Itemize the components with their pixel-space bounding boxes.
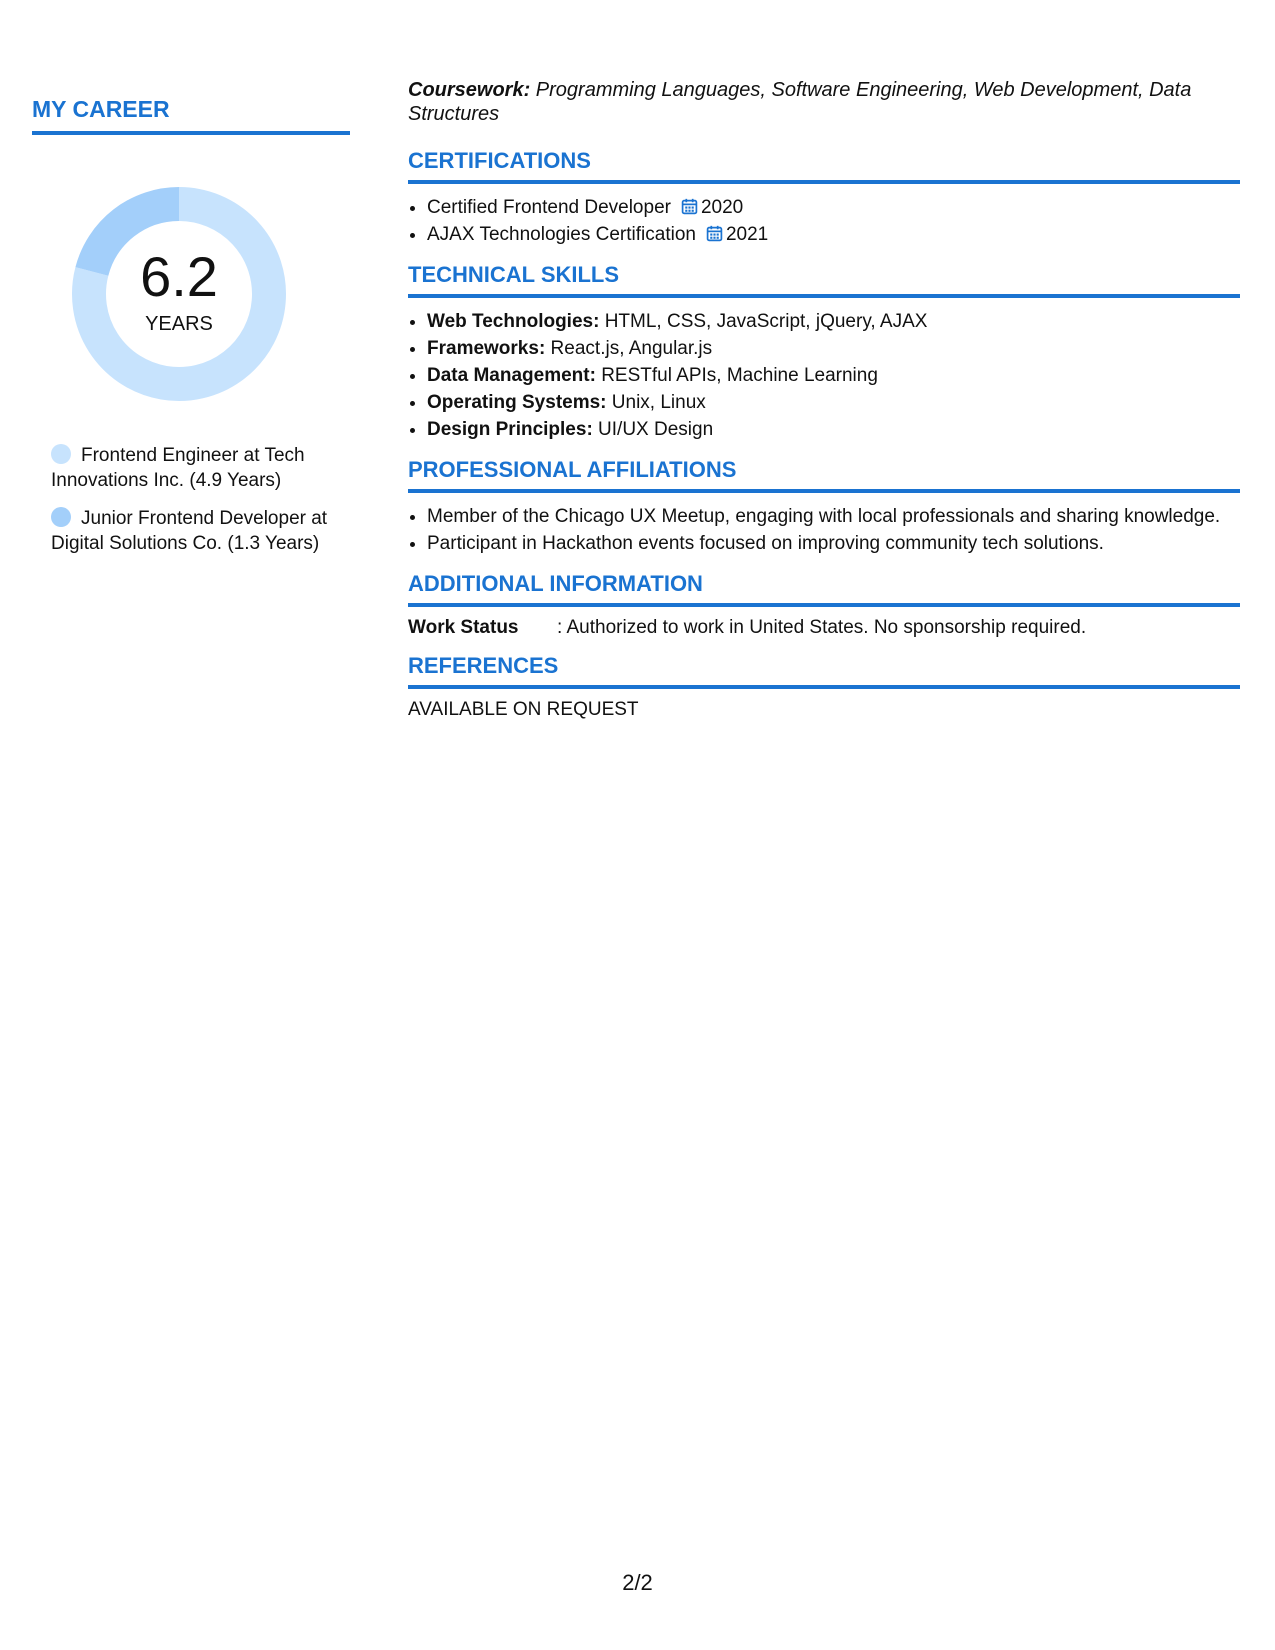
skill-label: Web Technologies:: [427, 311, 600, 332]
skill-value: RESTful APIs, Machine Learning: [595, 365, 878, 386]
calendar-icon: [681, 198, 698, 215]
certification-year: 2020: [700, 197, 744, 218]
certifications-title: CERTIFICATIONS: [408, 148, 1240, 184]
affiliation-item: • Participant in Hackathon events focused on improving community tech solutions.: [427, 530, 1240, 557]
skill-item: [427, 416, 1240, 443]
skill-item: [427, 335, 1240, 362]
legend-item-job-1: [51, 443, 350, 493]
coursework-text: Programming Languages, Software Engineering, Web Development, Data Structures: [408, 79, 1192, 125]
legend-dot-icon: [51, 507, 71, 527]
legend-label: Frontend Engineer at Tech Innovations Inc. (4.9 Years): [51, 445, 305, 491]
additional-info-section: [408, 571, 1240, 639]
donut-center: [66, 181, 292, 407]
legend-item-job-2: [51, 506, 350, 556]
skill-value: UI/UX Design: [592, 419, 714, 440]
skill-label: Data Management:: [427, 365, 596, 386]
certification-item: [427, 194, 1240, 221]
affiliations-list: [408, 503, 1240, 557]
skill-item: [427, 389, 1240, 416]
references-title: REFERENCES: [408, 653, 1240, 689]
skill-label: Operating Systems:: [427, 392, 607, 413]
skill-value: HTML, CSS, JavaScript, jQuery, AJAX: [599, 311, 928, 332]
skills-section: [408, 262, 1240, 443]
certification-year: 2021: [725, 224, 769, 245]
certification-name: Certified Frontend Developer: [427, 197, 671, 218]
certification-item: [427, 221, 1240, 248]
coursework-label: Coursework:: [408, 79, 531, 101]
skills-list: [408, 308, 1240, 443]
skill-item: [427, 362, 1240, 389]
additional-info-title: ADDITIONAL INFORMATION: [408, 571, 1240, 607]
coursework: [408, 78, 1240, 126]
skill-value: React.js, Angular.js: [545, 338, 713, 359]
skill-label: Design Principles:: [427, 419, 593, 440]
references-section: [408, 653, 1240, 721]
certification-name: AJAX Technologies Certification: [427, 224, 696, 245]
total-years-value: 6.2: [140, 245, 218, 308]
certifications-section: [408, 148, 1240, 248]
skill-label: Frameworks:: [427, 338, 546, 359]
legend-dot-icon: [51, 444, 71, 464]
career-title: MY CAREER: [32, 96, 350, 135]
career-donut-chart: [66, 181, 292, 407]
calendar-icon: [706, 225, 723, 242]
page-number: 2/2: [622, 1570, 653, 1595]
affiliations-title: PROFESSIONAL AFFILIATIONS: [408, 457, 1240, 493]
references-text: AVAILABLE ON REQUEST: [408, 699, 639, 720]
career-legend: [51, 443, 350, 556]
main-column: [408, 78, 1240, 735]
skill-item: [427, 308, 1240, 335]
career-column: [32, 96, 350, 569]
work-status-row: [408, 617, 1240, 639]
certifications-list: [408, 194, 1240, 248]
work-status-label: Work Status: [408, 617, 519, 638]
work-status-value: : Authorized to work in United States. No sponsorship required.: [557, 617, 1087, 638]
legend-label: Junior Frontend Developer at Digital Solutions Co. (1.3 Years): [51, 508, 328, 554]
affiliations-section: [408, 457, 1240, 557]
total-years-unit: YEARS: [145, 313, 213, 335]
skill-value: Unix, Linux: [606, 392, 706, 413]
affiliation-item: • Member of the Chicago UX Meetup, engaging with local professionals and sharing knowledge.: [427, 503, 1240, 530]
skills-title: TECHNICAL SKILLS: [408, 262, 1240, 298]
